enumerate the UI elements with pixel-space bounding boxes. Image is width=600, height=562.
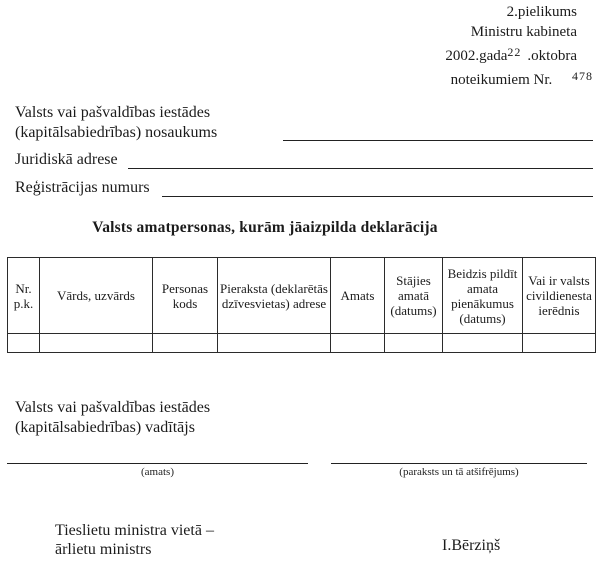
signing-minister-name: I.Bērziņš (442, 537, 501, 554)
table-cell (523, 334, 596, 353)
roster-table-title: Valsts amatpersonas, kurām jāaizpilda deklarācija (92, 219, 438, 236)
date-day-typed: 22 (507, 45, 522, 59)
date-suffix: .oktobra (527, 48, 577, 64)
legal-address-label: Juridiskā adrese (15, 151, 118, 168)
org-name-blank-line (283, 140, 593, 141)
table-cell (40, 334, 153, 353)
legal-address-blank-line (128, 168, 593, 169)
table-empty-row (8, 334, 596, 353)
regulation-prefix: noteikumiem Nr. (450, 72, 553, 88)
col-header-personal-code: Personas kods (153, 258, 218, 334)
table-cell (443, 334, 523, 353)
registration-number-label: Reģistrācijas numurs (15, 179, 150, 196)
col-header-position: Amats (331, 258, 385, 334)
signature-signature-line (331, 463, 587, 464)
table-cell (8, 334, 40, 353)
regulation-number-typed: 478 (572, 69, 593, 83)
col-header-civil-servant: Vai ir valsts civildienesta ierēdnis (523, 258, 596, 334)
position-caption: (amats) (141, 466, 174, 478)
table-cell (218, 334, 331, 353)
registration-number-blank-line (162, 196, 593, 197)
table-cell (153, 334, 218, 353)
col-header-name-surname: Vārds, uzvārds (40, 258, 153, 334)
date-line (445, 42, 577, 66)
table-cell (385, 334, 443, 353)
issuer-line: Ministru kabineta (470, 24, 577, 40)
col-header-start-date: Stājies amatā (datums) (385, 258, 443, 334)
table-cell (331, 334, 385, 353)
date-prefix: 2002.gada (445, 48, 508, 64)
annex-number-line: 2.pielikums (506, 4, 577, 20)
institution-head-label: Valsts vai pašvaldības iestādes (kapitālsabiedrības) vadītājs (15, 399, 211, 436)
org-name-label: Valsts vai pašvaldības iestādes (kapitālsabiedrības) nosaukums (15, 104, 218, 141)
col-header-end-date: Beidzis pildīt amata pienākumus (datums) (443, 258, 523, 334)
table-header-row (8, 258, 596, 334)
col-header-number: Nr. p.k. (8, 258, 40, 334)
annex-reference-block (445, 2, 593, 90)
officials-roster-table (7, 257, 596, 353)
signature-caption: (paraksts un tā atšifrējums) (399, 466, 519, 478)
position-signature-line (7, 463, 308, 464)
signing-minister-title: Tieslietu ministra vietā – ārlietu ministrs (55, 522, 214, 558)
col-header-registered-address: Pieraksta (deklarētās dzīvesvietas) adrese (218, 258, 331, 334)
regulation-line (445, 66, 593, 90)
